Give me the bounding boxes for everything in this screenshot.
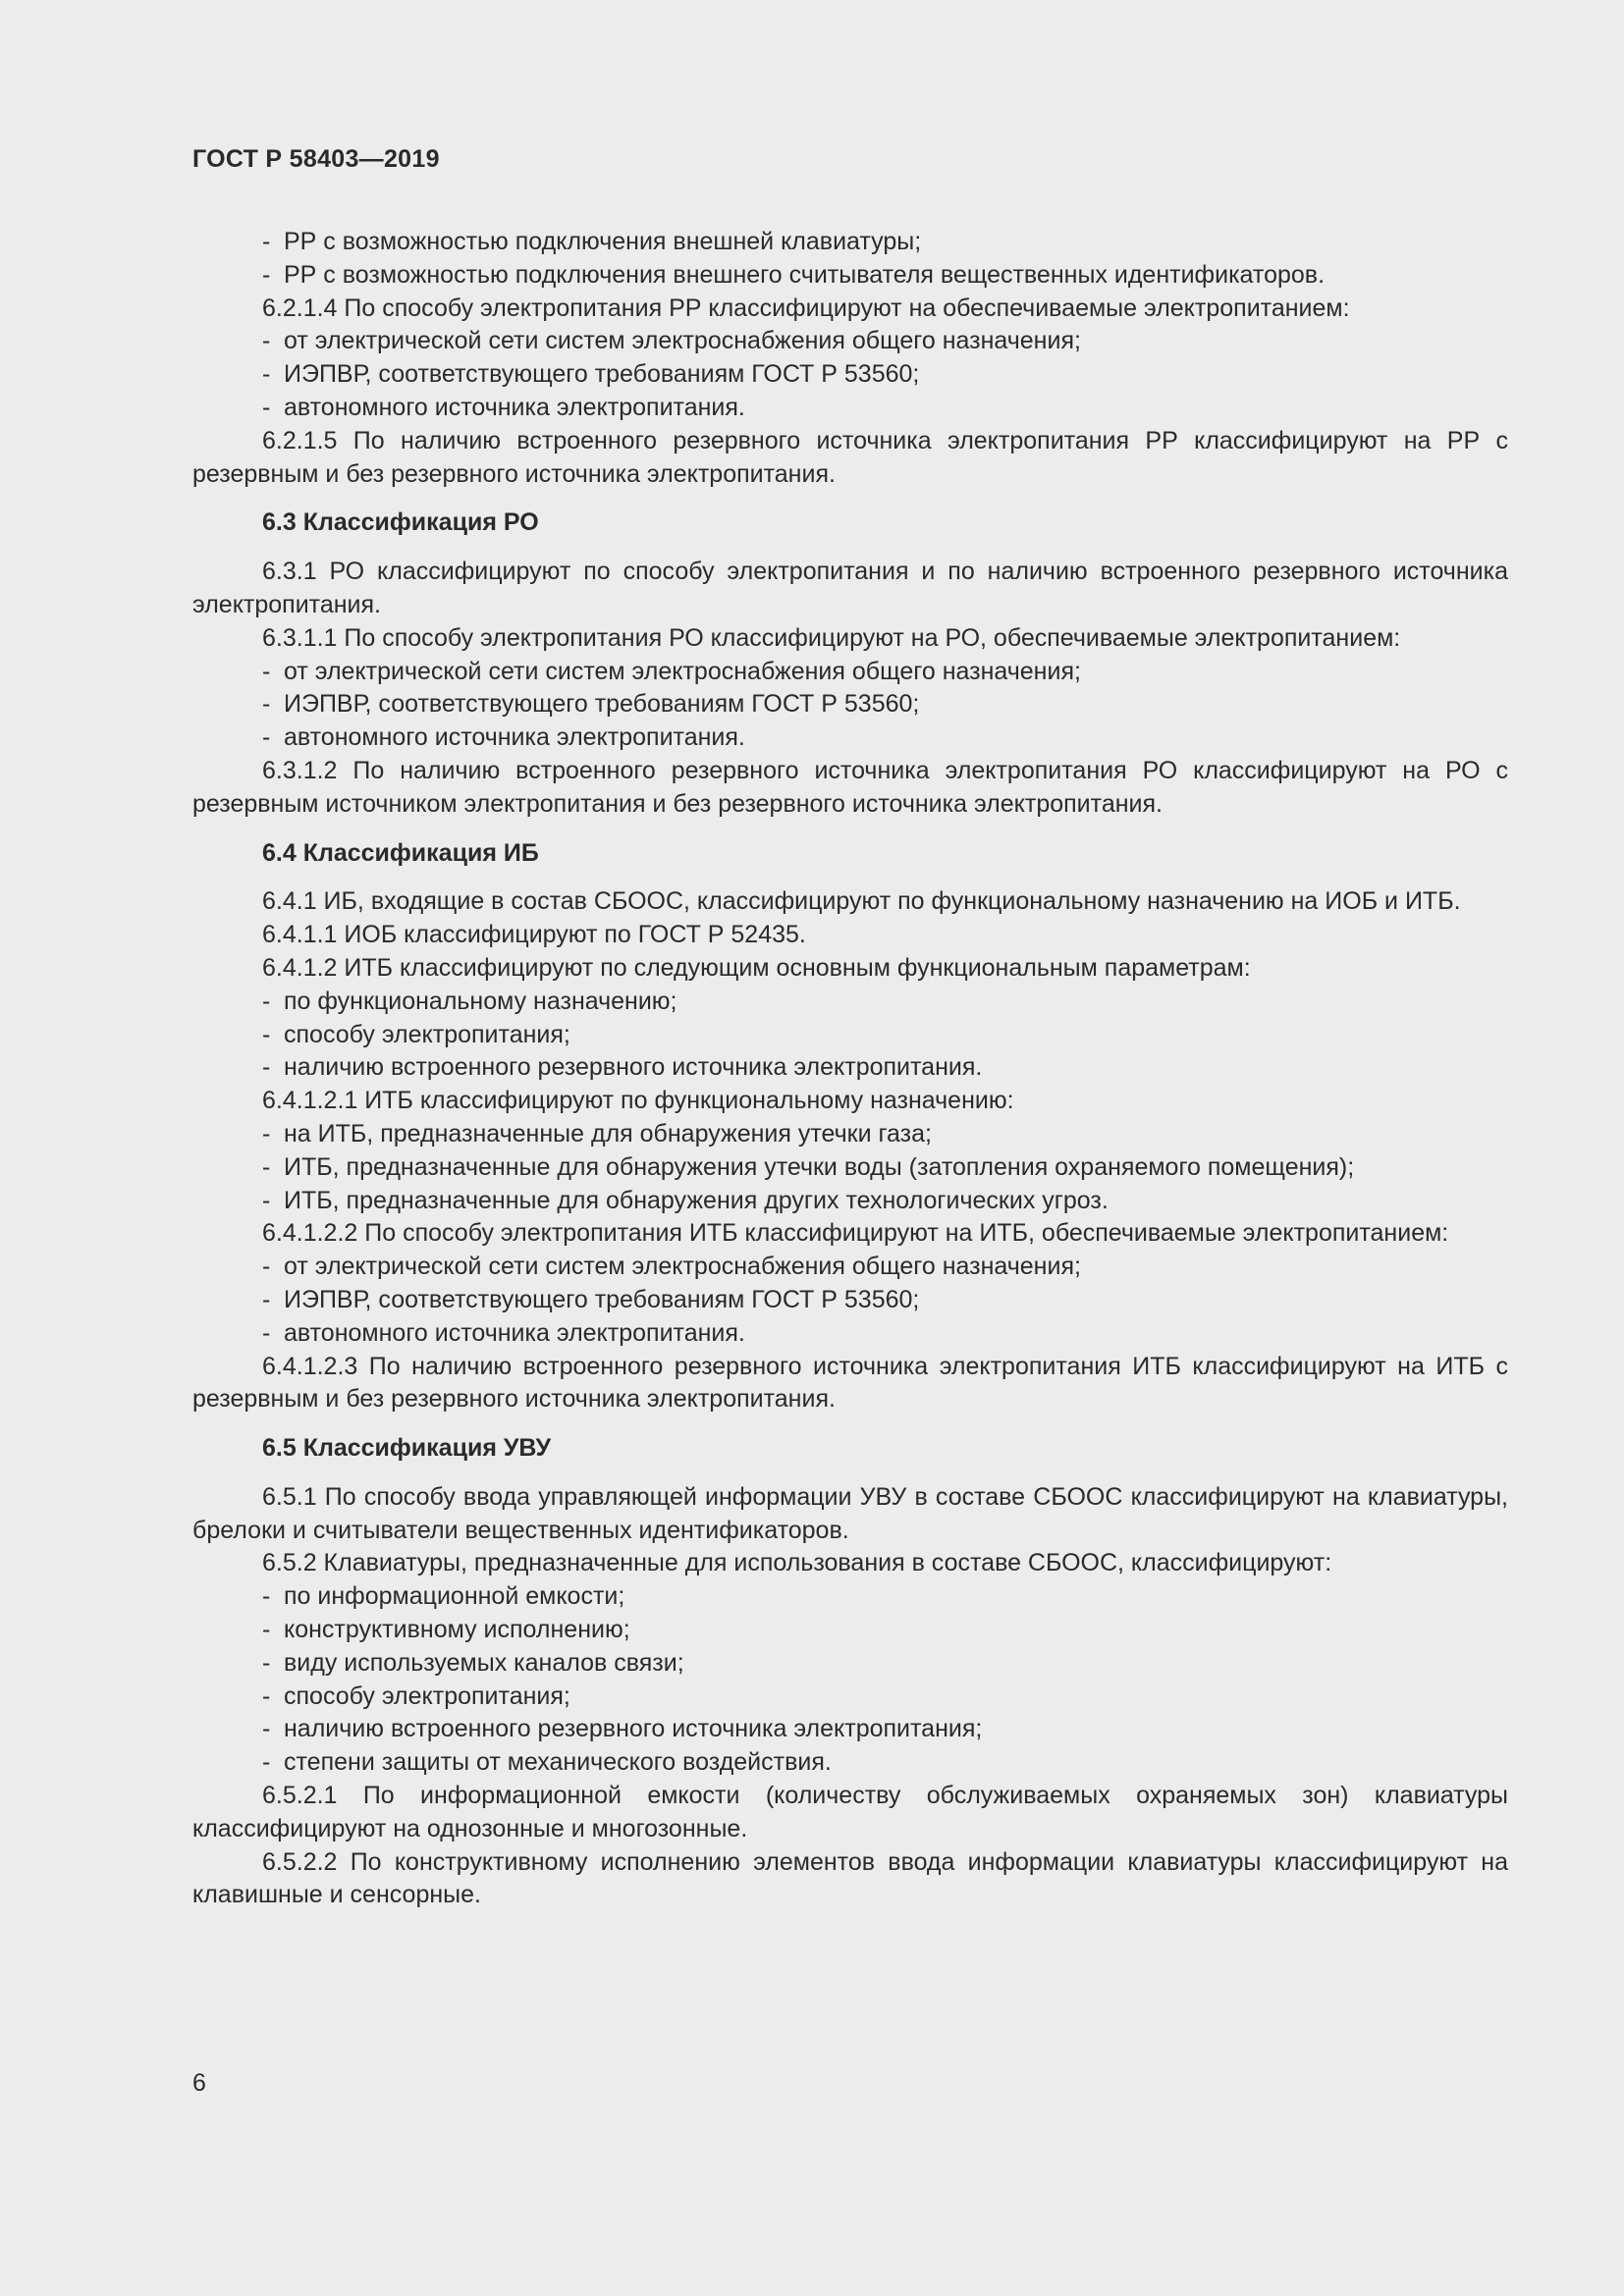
list-item — [192, 1317, 1508, 1351]
list-dash-marker: - — [262, 987, 271, 1015]
list-item-text: ИЭПВР, соответствующего требованиям ГОСТ Р 53560; — [284, 1285, 920, 1313]
list-item — [192, 1251, 1508, 1284]
list-dash-marker: - — [262, 1186, 271, 1214]
list-item — [192, 325, 1508, 358]
list-item — [192, 358, 1508, 392]
list-item-text: виду используемых каналов связи; — [284, 1648, 684, 1677]
list-dash-marker: - — [262, 1318, 271, 1347]
list-item-text: автономного источника электропитания. — [284, 723, 745, 752]
list-item-text: способу электропитания; — [284, 1020, 570, 1048]
list-item-text: автономного источника электропитания. — [284, 393, 745, 421]
paragraph: 6.4.1.2.1 ИТБ классифицируют по функциональному назначению: — [262, 1087, 1014, 1115]
list-item — [192, 1647, 1508, 1681]
list-dash-marker: - — [262, 1748, 271, 1777]
document-code-header: ГОСТ Р 58403—2019 — [192, 145, 440, 173]
list-item-text: степени защиты от механического воздействия. — [284, 1748, 832, 1777]
list-item — [192, 1580, 1508, 1614]
list-dash-marker: - — [262, 1285, 271, 1313]
list-item — [192, 392, 1508, 425]
list-dash-marker: - — [262, 1682, 271, 1710]
list-item — [192, 656, 1508, 689]
list-dash-marker: - — [262, 690, 271, 719]
list-dash-marker: - — [262, 360, 271, 389]
list-item-text: на ИТБ, предназначенные для обнаружения утечки газа; — [284, 1119, 932, 1148]
list-item-text: от электрической сети систем электроснабжения общего назначения; — [284, 1253, 1081, 1281]
list-item-text: РР с возможностью подключения внешнего считывателя вещественных идентификаторов. — [284, 260, 1326, 289]
list-dash-marker: - — [262, 723, 271, 752]
paragraph: 6.2.1.5 По наличию встроенного резервного источника электропитания РР классифицируют на РР с резервным и без резервного источника электропитания. — [192, 426, 1508, 488]
list-dash-marker: - — [262, 327, 271, 355]
paragraph: 6.3.1 РО классифицируют по способу электропитания и по наличию встроенного резервного источника электропитания. — [192, 558, 1508, 618]
paragraph: 6.4.1.2.2 По способу электропитания ИТБ классифицируют на ИТБ, обеспечиваемые электропитанием: — [262, 1219, 1449, 1248]
paragraph: 6.3.1.1 По способу электропитания РО классифицируют на РО, обеспечиваемые электропитанием: — [262, 623, 1401, 652]
section-heading: 6.3 Классификация РО — [262, 508, 539, 537]
list-item — [192, 1713, 1508, 1746]
list-dash-marker: - — [262, 1648, 271, 1677]
list-item — [192, 1185, 1508, 1218]
list-dash-marker: - — [262, 1582, 271, 1611]
list-item-text: по информационной емкости; — [284, 1582, 625, 1611]
list-item-text: от электрической сети систем электроснабжения общего назначения; — [284, 657, 1081, 685]
paragraph: 6.3.1.2 По наличию встроенного резервного источника электропитания РО классифицируют на РО с резервным источником электропитания и без резервного источника электропитания. — [192, 756, 1508, 818]
list-dash-marker: - — [262, 260, 271, 289]
list-item — [192, 1019, 1508, 1052]
list-item-text: от электрической сети систем электроснабжения общего назначения; — [284, 327, 1081, 355]
list-item — [192, 688, 1508, 721]
list-item — [192, 259, 1508, 293]
paragraph: 6.2.1.4 По способу электропитания РР классифицируют на обеспечиваемые электропитанием: — [262, 294, 1350, 322]
list-item — [192, 1681, 1508, 1714]
list-dash-marker: - — [262, 393, 271, 421]
list-item — [192, 226, 1508, 259]
paragraph: 6.5.2.2 По конструктивному исполнению элементов ввода информации клавиатуры классифицируют на клавишные и сенсорные. — [192, 1847, 1508, 1909]
list-item — [192, 1746, 1508, 1780]
list-item-text: ИТБ, предназначенные для обнаружения утечки воды (затопления охраняемого помещения); — [284, 1152, 1355, 1181]
list-item — [192, 721, 1508, 755]
page-number: 6 — [192, 2069, 206, 2097]
paragraph: 6.5.2.1 По информационной емкости (количеству обслуживаемых охраняемых зон) клавиатуры классифицируют на однозонные и многозонные. — [192, 1782, 1508, 1842]
paragraph: 6.4.1.2.3 По наличию встроенного резервного источника электропитания ИТБ классифицируют на ИТБ с резервным и без резервного источника электропитания. — [192, 1352, 1508, 1414]
list-item — [192, 1614, 1508, 1647]
list-item-text: по функциональному назначению; — [284, 987, 677, 1015]
list-item — [192, 986, 1508, 1019]
section-heading: 6.4 Классификация ИБ — [262, 838, 539, 867]
list-item-text: ИТБ, предназначенные для обнаружения других технологических угроз. — [284, 1186, 1109, 1214]
list-item-text: автономного источника электропитания. — [284, 1318, 745, 1347]
paragraph: 6.4.1 ИБ, входящие в состав СБООС, классифицируют по функциональному назначению на ИОБ и ИТБ. — [262, 887, 1461, 916]
list-item — [192, 1118, 1508, 1151]
list-item-text: способу электропитания; — [284, 1682, 570, 1710]
list-dash-marker: - — [262, 1020, 271, 1048]
list-item-text: ИЭПВР, соответствующего требованиям ГОСТ Р 53560; — [284, 690, 920, 719]
list-dash-marker: - — [262, 1616, 271, 1644]
list-item — [192, 1284, 1508, 1317]
paragraph: 6.5.1 По способу ввода управляющей информации УВУ в составе СБООС классифицируют на клавиатуры, брелоки и считыватели вещественных идентификаторов. — [192, 1482, 1508, 1544]
list-item — [192, 1151, 1508, 1185]
list-dash-marker: - — [262, 1053, 271, 1082]
list-item — [192, 1051, 1508, 1085]
paragraph: 6.5.2 Клавиатуры, предназначенные для использования в составе СБООС, классифицируют: — [262, 1549, 1332, 1577]
list-item-text: ИЭПВР, соответствующего требованиям ГОСТ Р 53560; — [284, 360, 920, 389]
paragraph: 6.4.1.1 ИОБ классифицируют по ГОСТ Р 52435. — [262, 921, 806, 949]
list-dash-marker: - — [262, 1253, 271, 1281]
list-dash-marker: - — [262, 1152, 271, 1181]
section-heading: 6.5 Классификация УВУ — [262, 1434, 552, 1463]
list-item-text: РР с возможностью подключения внешней клавиатуры; — [284, 228, 922, 255]
list-dash-marker: - — [262, 1715, 271, 1743]
list-item-text: конструктивному исполнению; — [284, 1616, 630, 1644]
list-dash-marker: - — [262, 228, 271, 255]
paragraph: 6.4.1.2 ИТБ классифицируют по следующим основным функциональным параметрам: — [262, 953, 1251, 982]
list-item-text: наличию встроенного резервного источника электропитания; — [284, 1715, 983, 1743]
list-item-text: наличию встроенного резервного источника электропитания. — [284, 1053, 983, 1082]
list-dash-marker: - — [262, 657, 271, 685]
document-body — [192, 226, 1508, 1912]
list-dash-marker: - — [262, 1119, 271, 1148]
